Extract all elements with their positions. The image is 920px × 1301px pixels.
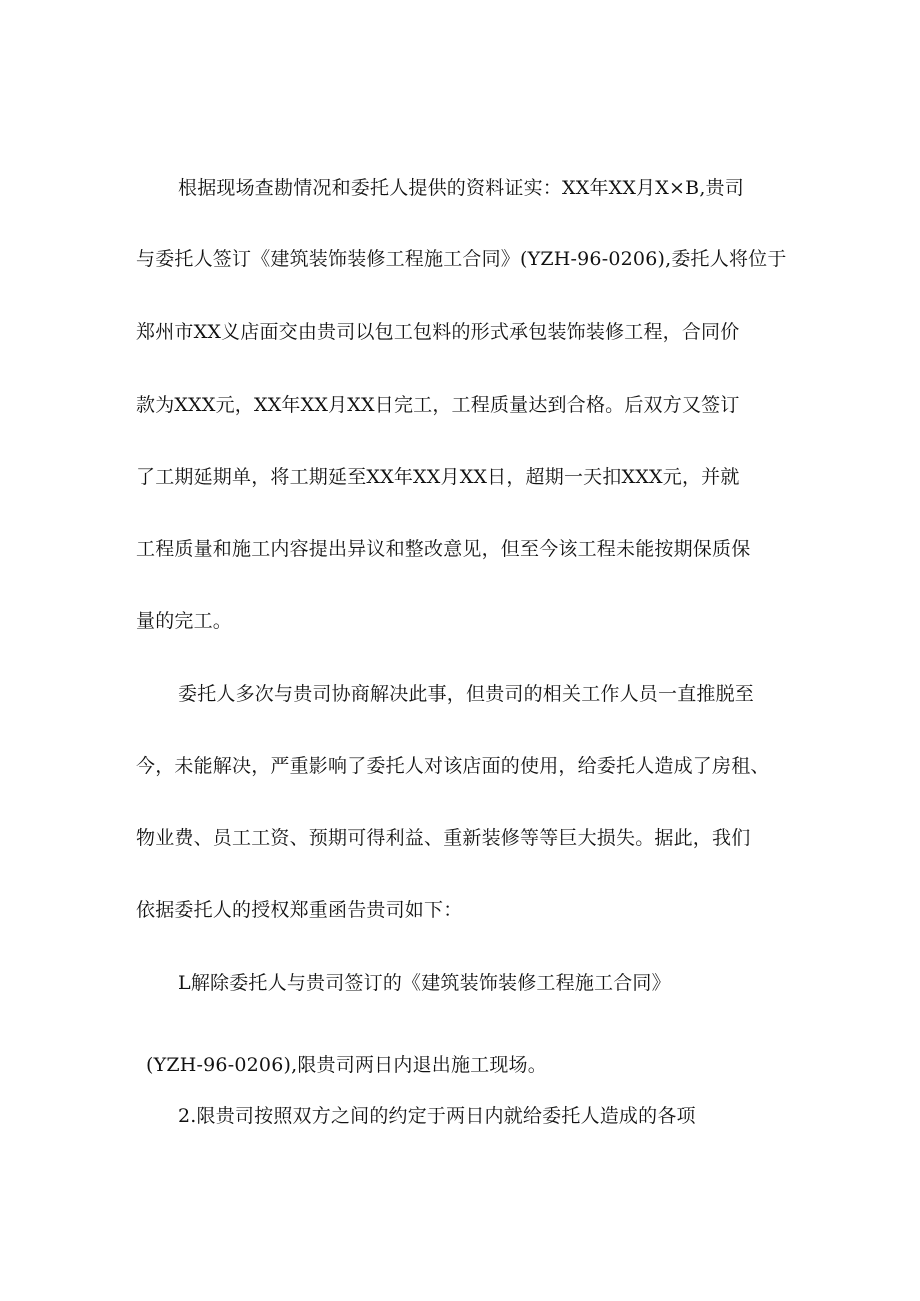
paragraph-2-line-2: 今，未能解决，严重影响了委托人对该店面的使用，给委托人造成了房租、 [136, 755, 770, 777]
list-item-1-line-2: (YZH-96-0206),限贵司两日内退出施工现场。 [146, 1054, 547, 1076]
paragraph-2-line-1: 委托人多次与贵司协商解决此事，但贵司的相关工作人员一直推脱至 [178, 683, 755, 705]
paragraph-1-line-4: 款为XXX元，XX年XX月XX日完工，工程质量达到合格。后双方又签订 [136, 394, 740, 416]
paragraph-2-line-4: 依据委托人的授权郑重函告贵司如下： [136, 899, 463, 921]
paragraph-1-line-1: 根据现场查勘情况和委托人提供的资料证实：XX年XX月X×B,贵司 [178, 177, 744, 199]
paragraph-1-line-5: 了工期延期单，将工期延至XX年XX月XX日，超期一天扣XXX元，并就 [136, 466, 740, 488]
paragraph-1-line-2: 与委托人签订《建筑装饰装修工程施工合同》(YZH-96-0206),委托人将位于 [136, 248, 787, 270]
list-item-1-line-1: L解除委托人与贵司签订的《建筑装饰装修工程施工合同》 [178, 972, 671, 994]
paragraph-1-line-3: 郑州市XX义店面交由贵司以包工包料的形式承包装饰装修工程，合同价 [136, 321, 740, 343]
paragraph-1-line-6: 工程质量和施工内容提出异议和整改意见，但至今该工程未能按期保质保 [136, 538, 751, 560]
paragraph-1-line-7: 量的完工。 [136, 610, 233, 632]
list-item-2-line-1: 2.限贵司按照双方之间的约定于两日内就给委托人造成的各项 [178, 1105, 696, 1127]
paragraph-2-line-3: 物业费、员工工资、预期可得利益、重新装修等等巨大损失。据此，我们 [136, 827, 751, 849]
